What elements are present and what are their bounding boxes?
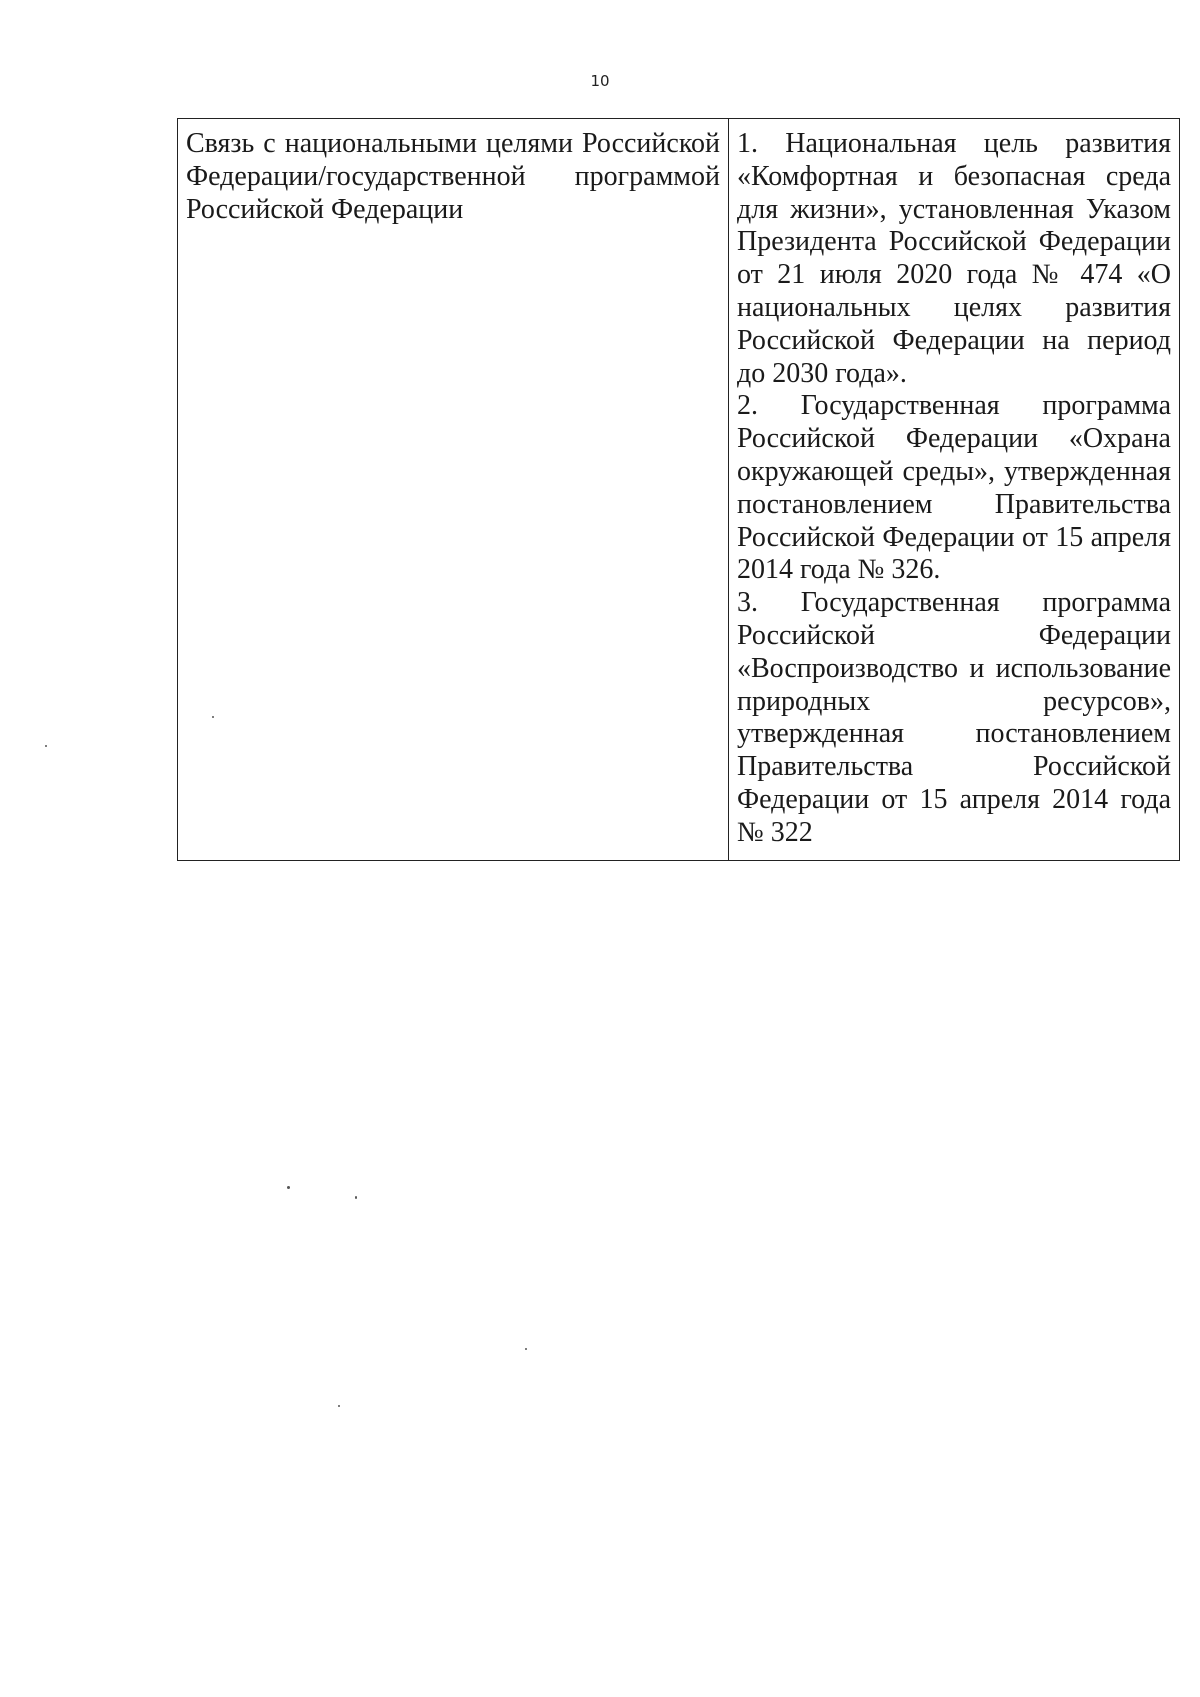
scan-speck xyxy=(338,1405,340,1407)
table-row xyxy=(178,119,1180,861)
scan-speck xyxy=(287,1186,290,1189)
scan-speck xyxy=(45,745,47,747)
scan-speck xyxy=(525,1348,527,1350)
state-program-item: 2. Государственная программа Российской Федерации «Охрана окружающей среды», утвержденная постановлением Правительства Российской Федерации от 15 апреля 2014 года № 326. xyxy=(737,390,1171,586)
row-value-cell xyxy=(729,119,1180,861)
page-number: 10 xyxy=(590,72,610,90)
row-label-cell: Связь с национальными целями Российской Федерации/государственной программой Российской Федерации xyxy=(178,119,729,861)
scan-speck xyxy=(212,716,214,718)
state-program-item: 3. Государственная программа Российской Федерации «Воспроизводство и использование природных ресурсов», утвержденная постановлением Правительства Российской Федерации от 15 апреля 2014 года № 322 xyxy=(737,587,1171,848)
scan-speck xyxy=(355,1196,357,1199)
passport-table xyxy=(177,118,1180,861)
national-goal-item: 1. Национальная цель развития «Комфортная и безопасная среда для жизни», установленная Указом Президента Российской Федерации от 21 июля 2020 года № 474 «О национальных целях развития Российской Федерации на период до 2030 года». xyxy=(737,128,1171,389)
